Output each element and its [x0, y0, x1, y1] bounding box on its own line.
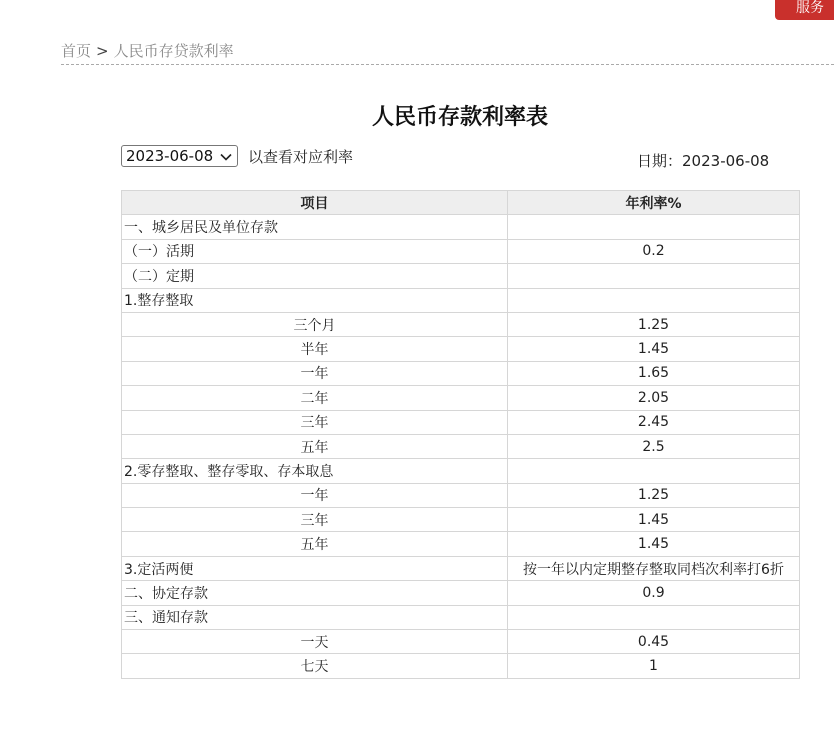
- table-cell-item: 3.定活两便: [122, 556, 508, 580]
- table-cell-rate: [508, 605, 800, 629]
- table-row: [122, 556, 800, 580]
- table-cell-rate: 按一年以内定期整存整取同档次利率打6折: [508, 556, 800, 580]
- breadcrumb: [61, 40, 234, 61]
- chevron-down-icon: [219, 149, 233, 163]
- table-row: [122, 483, 800, 507]
- table-cell-rate: 0.45: [508, 630, 800, 654]
- table-cell-rate: 0.2: [508, 239, 800, 263]
- date-display: [637, 150, 769, 171]
- date-select-value: 2023-06-08: [126, 147, 214, 165]
- service-button-label: 服务: [796, 0, 824, 16]
- table-row: [122, 312, 800, 336]
- table-header-item: 项目: [122, 191, 508, 215]
- table-cell-item: 一年: [122, 361, 508, 385]
- table-row: [122, 532, 800, 556]
- table-cell-item: （一）活期: [122, 239, 508, 263]
- page-title: 人民币存款利率表: [371, 105, 548, 130]
- table-cell-item: （二）定期: [122, 264, 508, 288]
- table-cell-rate: 1.45: [508, 337, 800, 361]
- table-cell-rate: 1.45: [508, 532, 800, 556]
- table-body: [122, 215, 800, 678]
- table-cell-item: 五年: [122, 532, 508, 556]
- table-row: [122, 654, 800, 678]
- date-display-value: 2023-06-08: [682, 152, 770, 170]
- table-cell-item: 三年: [122, 410, 508, 434]
- breadcrumb-divider: [61, 64, 834, 65]
- date-select[interactable]: [121, 145, 238, 167]
- table-cell-item: 三个月: [122, 312, 508, 336]
- table-cell-rate: [508, 288, 800, 312]
- table-cell-item: 一、城乡居民及单位存款: [122, 215, 508, 239]
- table-cell-item: 五年: [122, 434, 508, 458]
- table-header-row: [122, 191, 800, 215]
- table-cell-item: 二、协定存款: [122, 581, 508, 605]
- table-cell-rate: 2.45: [508, 410, 800, 434]
- table-cell-item: 一天: [122, 630, 508, 654]
- table-cell-rate: 1.65: [508, 361, 800, 385]
- table-cell-rate: 2.05: [508, 386, 800, 410]
- table-cell-item: 一年: [122, 483, 508, 507]
- table-row: [122, 288, 800, 312]
- table-cell-item: 2.零存整取、整存零取、存本取息: [122, 459, 508, 483]
- breadcrumb-home-link[interactable]: 首页: [61, 42, 92, 60]
- table-cell-rate: 1.45: [508, 508, 800, 532]
- table-cell-rate: 1.25: [508, 483, 800, 507]
- table-cell-item: 1.整存整取: [122, 288, 508, 312]
- table-header-rate: 年利率%: [508, 191, 800, 215]
- table-cell-item: 半年: [122, 337, 508, 361]
- table-row: [122, 264, 800, 288]
- deposit-rate-table: [121, 190, 800, 679]
- table-cell-item: 三年: [122, 508, 508, 532]
- table-cell-rate: 0.9: [508, 581, 800, 605]
- table-row: [122, 215, 800, 239]
- table-row: [122, 434, 800, 458]
- table-cell-rate: [508, 459, 800, 483]
- table-row: [122, 337, 800, 361]
- table-row: [122, 410, 800, 434]
- table-cell-rate: 1: [508, 654, 800, 678]
- breadcrumb-separator: >: [96, 42, 109, 60]
- date-display-label: 日期：: [637, 152, 683, 170]
- table-row: [122, 605, 800, 629]
- table-cell-rate: 2.5: [508, 434, 800, 458]
- table-cell-rate: [508, 215, 800, 239]
- table-row: [122, 581, 800, 605]
- table-cell-item: 二年: [122, 386, 508, 410]
- table-cell-rate: 1.25: [508, 312, 800, 336]
- table-row: [122, 239, 800, 263]
- service-button[interactable]: [775, 0, 834, 20]
- table-row: [122, 361, 800, 385]
- table-row: [122, 630, 800, 654]
- date-select-hint: 以查看对应利率: [248, 148, 354, 166]
- table-cell-item: 七天: [122, 654, 508, 678]
- breadcrumb-current: 人民币存贷款利率: [113, 42, 234, 60]
- table-cell-item: 三、通知存款: [122, 605, 508, 629]
- table-row: [122, 386, 800, 410]
- table-row: [122, 508, 800, 532]
- table-cell-rate: [508, 264, 800, 288]
- table-row: [122, 459, 800, 483]
